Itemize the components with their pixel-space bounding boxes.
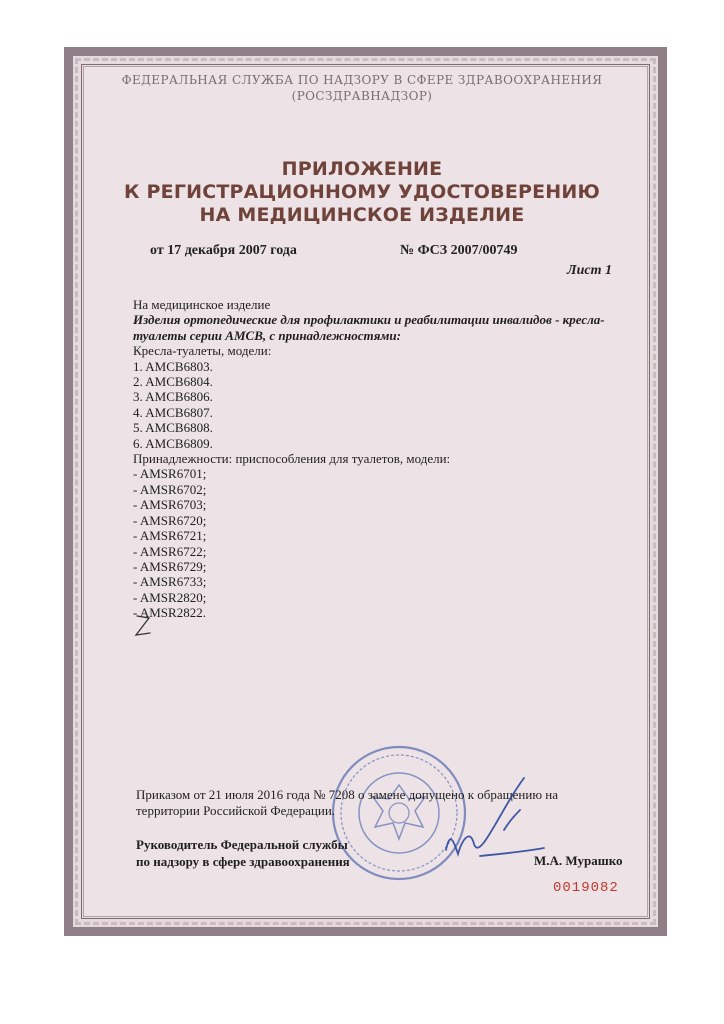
agency-abbreviation: (РОСЗДРАВНАДЗОР) — [291, 89, 433, 103]
sheet-number: Лист 1 — [567, 263, 612, 278]
signatory-title-line-2: по надзору в сфере здравоохранения — [136, 854, 350, 869]
device-intro: На медицинское изделие — [133, 297, 271, 312]
document-title — [0, 158, 724, 227]
device-description — [133, 297, 613, 621]
registration-number: № ФСЗ 2007/00749 — [400, 243, 518, 258]
issue-date: от 17 декабря 2007 года — [150, 243, 297, 258]
title-line-1: ПРИЛОЖЕНИЕ — [281, 158, 443, 180]
signature-icon — [440, 770, 550, 865]
accessories-header: Принадлежности: приспособления для туалетов, модели: — [133, 451, 451, 467]
agency-header — [0, 72, 724, 104]
signatory-name: М.А. Мурашко — [534, 853, 623, 868]
accessory-item: - AMSR2820; — [133, 589, 207, 605]
model-item: 4. AMCB6807. — [133, 404, 213, 420]
order-line-1: Приказом от 21 июля 2016 года № 7208 о замене допущено к обращению на — [136, 787, 559, 802]
title-line-3: НА МЕДИЦИНСКОЕ ИЗДЕЛИЕ — [199, 204, 525, 226]
signatory-title — [136, 836, 350, 870]
order-line-2: территории Российской Федерации. — [136, 803, 336, 818]
model-item: 1. AMCB6803. — [133, 358, 213, 374]
accessory-item: - AMSR6722; — [133, 543, 207, 559]
z-mark-icon — [133, 613, 153, 639]
accessory-item: - AMSR6701; — [133, 466, 207, 482]
serial-number: 0019082 — [553, 880, 619, 896]
models-header: Кресла-туалеты, модели: — [133, 343, 272, 359]
model-item: 5. AMCB6808. — [133, 420, 213, 436]
device-name-line-1: Изделия ортопедические для профилактики и реабилитации инвалидов - кресла- — [133, 312, 605, 328]
accessory-item: - AMSR6721; — [133, 528, 207, 544]
device-name-line-2: туалеты серии AMCB, с принадлежностями: — [133, 327, 401, 343]
accessory-item: - AMSR6703; — [133, 497, 207, 513]
accessory-item: - AMSR2822. — [133, 605, 206, 621]
signatory-title-line-1: Руководитель Федеральной службы — [136, 837, 348, 852]
agency-name: ФЕДЕРАЛЬНАЯ СЛУЖБА ПО НАДЗОРУ В СФЕРЕ ЗДРАВООХРАНЕНИЯ — [121, 73, 603, 87]
accessories-list — [133, 466, 613, 620]
accessory-item: - AMSR6729; — [133, 558, 207, 574]
model-item: 2. AMCB6804. — [133, 374, 213, 390]
title-line-2: К РЕГИСТРАЦИОННОМУ УДОСТОВЕРЕНИЮ — [123, 181, 601, 203]
accessory-item: - AMSR6702; — [133, 481, 207, 497]
accessory-item: - AMSR6720; — [133, 512, 207, 528]
models-list — [133, 359, 613, 451]
accessory-item: - AMSR6733; — [133, 574, 207, 590]
model-item: 6. AMCB6809. — [133, 435, 213, 451]
model-item: 3. AMCB6806. — [133, 389, 213, 405]
